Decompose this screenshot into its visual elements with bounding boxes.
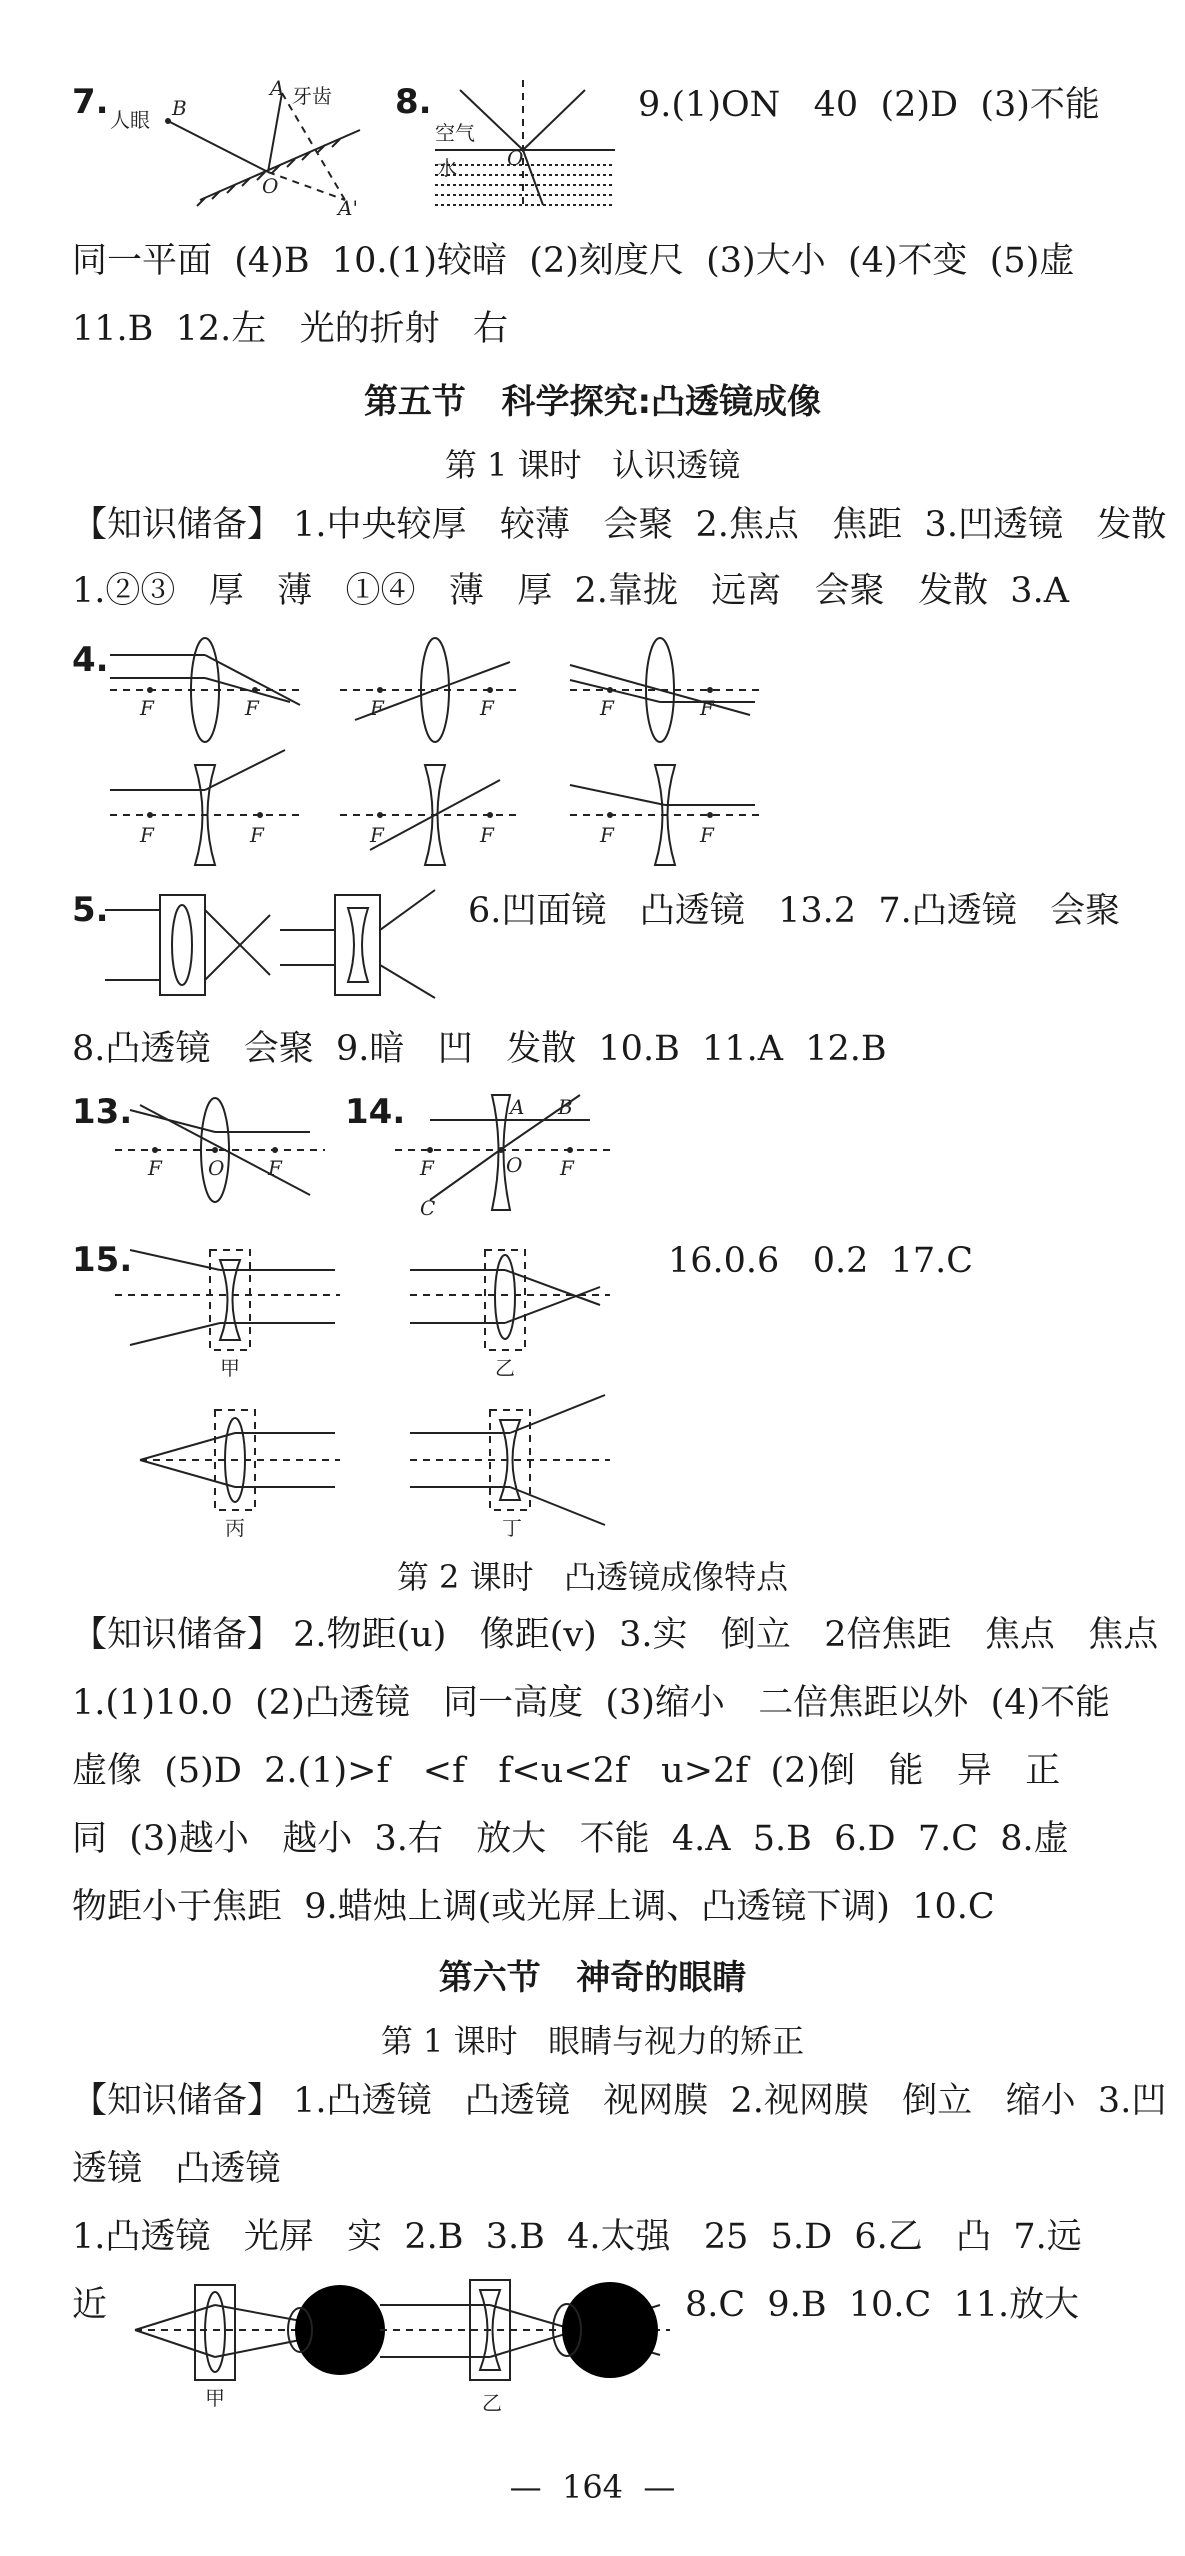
svg-text:乙: 乙 [495, 1356, 515, 1380]
svg-text:F: F [420, 1156, 434, 1180]
svg-text:F: F [370, 696, 384, 720]
answer-line-b3: 同 (3)越小 越小 3.右 放大 不能 4.A 5.B 6.D 7.C 8.虚 [72, 1819, 1069, 1859]
svg-text:F: F [600, 696, 614, 720]
page-number: — 164 — [509, 2468, 676, 2506]
svg-text:C: C [420, 1196, 436, 1220]
answer-line-11-12: 11.B 12.左 光的折射 右 [72, 309, 509, 349]
svg-text:F: F [140, 696, 154, 720]
svg-text:F: F [700, 696, 714, 720]
q14-concave-diagram [390, 1090, 620, 1220]
label-O: O [262, 174, 279, 198]
answer-line-b4: 物距小于焦距 9.蜡烛上调(或光屏上调、凸透镜下调) 10.C [72, 1887, 995, 1927]
svg-text:F: F [370, 823, 384, 847]
svg-text:丙: 丙 [225, 1516, 245, 1540]
svg-text:F: F [250, 823, 264, 847]
knowledge-line-2: 【知识储备】 2.物距(u) 像距(v) 3.实 倒立 2倍焦距 焦点 焦点 [72, 1615, 1159, 1655]
label-A: A [270, 76, 285, 100]
answer-line-b2: 虚像 (5)D 2.(1)>f <f f<u<2f u>2f (2)倒 能 异 正 [72, 1751, 1061, 1791]
svg-text:乙: 乙 [482, 2391, 502, 2415]
label-eye: 人眼 [110, 108, 150, 132]
svg-text:F: F [480, 696, 494, 720]
svg-text:F: F [140, 823, 154, 847]
q5-box-diagrams [100, 880, 440, 1010]
knowledge-line-1: 【知识储备】 1.中央较厚 较薄 会聚 2.焦点 焦距 3.凹透镜 发散 [72, 505, 1167, 545]
svg-text:F: F [480, 823, 494, 847]
answer-line-16-17: 16.0.6 0.2 17.C [668, 1241, 974, 1281]
svg-text:F: F [700, 823, 714, 847]
answer-line-8-12: 8.凸透镜 会聚 9.暗 凹 发散 10.B 11.A 12.B [72, 1029, 887, 1069]
answer-line-c1: 1.凸透镜 光屏 实 2.B 3.B 4.太强 25 5.D 6.乙 凸 7.远 [72, 2217, 1082, 2257]
svg-text:F: F [148, 1156, 162, 1180]
answer-line-c3: 8.C 9.B 10.C 11.放大 [685, 2285, 1080, 2325]
svg-text:A: A [510, 1095, 525, 1119]
svg-text:O: O [506, 1153, 523, 1177]
q14-number: 14. [345, 1092, 406, 1132]
q5-number: 5. [72, 890, 109, 930]
answer-line-9: 9.(1)ON 40 (2)D (3)不能 [638, 85, 1100, 125]
section-title-5: 第五节 科学探究:凸透镜成像 [363, 382, 822, 422]
svg-text:B: B [558, 1095, 573, 1119]
answer-line-c2: 近 [72, 2285, 108, 2325]
q15-number: 15. [72, 1240, 133, 1280]
q4-number: 4. [72, 640, 109, 680]
answer-line-b1: 1.(1)10.0 (2)凸透镜 同一高度 (3)缩小 二倍焦距以外 (4)不能 [72, 1683, 1111, 1723]
lesson-title-3: 第 1 课时 眼睛与视力的矫正 [380, 2022, 805, 2060]
label-tooth: 牙齿 [292, 84, 332, 108]
label-Aprime: A' [338, 196, 358, 220]
q13-convex-diagram [110, 1090, 330, 1210]
lesson-title-2: 第 2 课时 凸透镜成像特点 [396, 1558, 789, 1596]
label-B: B [172, 96, 187, 120]
lesson-title-1: 第 1 课时 认识透镜 [444, 446, 741, 484]
svg-text:甲: 甲 [205, 2386, 225, 2410]
svg-text:甲: 甲 [220, 1356, 240, 1380]
answer-line-6-7: 6.凹面镜 凸透镜 13.2 7.凸透镜 会聚 [468, 891, 1121, 931]
answer-line-10: 同一平面 (4)B 10.(1)较暗 (2)刻度尺 (3)大小 (4)不变 (5)虚 [72, 241, 1075, 281]
svg-text:F: F [268, 1156, 282, 1180]
svg-text:丁: 丁 [502, 1516, 522, 1540]
q7-number: 7. [72, 82, 109, 122]
svg-text:F: F [245, 696, 259, 720]
svg-text:F: F [600, 823, 614, 847]
label-O8: O [507, 146, 524, 170]
label-air: 空气 [435, 121, 475, 145]
q13-number: 13. [72, 1092, 133, 1132]
label-water: 水 [437, 156, 457, 180]
q8-refraction-diagram [425, 75, 625, 215]
knowledge-line-3b: 透镜 凸透镜 [72, 2149, 281, 2189]
q8-number: 8. [395, 82, 432, 122]
section-title-6: 第六节 神奇的眼睛 [438, 1958, 747, 1998]
answer-line-1-3: 1.②③ 厚 薄 ①④ 薄 厚 2.靠拢 远离 会聚 发散 3.A [72, 571, 1069, 611]
eye-correction-diagrams [125, 2265, 685, 2415]
q7-mirror-diagram [110, 75, 370, 220]
q4-lens-diagrams [100, 630, 780, 880]
q15-lens-boxes [110, 1235, 630, 1565]
svg-text:O: O [208, 1156, 225, 1180]
knowledge-line-3: 【知识储备】 1.凸透镜 凸透镜 视网膜 2.视网膜 倒立 缩小 3.凹 [72, 2081, 1167, 2121]
svg-text:F: F [560, 1156, 574, 1180]
